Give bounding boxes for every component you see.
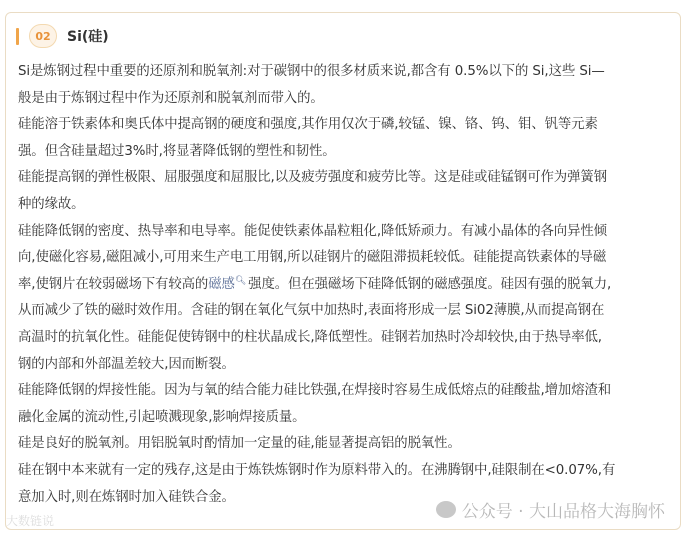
text-span: 强度。但在强磁场下硅降低钢的磁感强度。硅因有强的脱氧力, [248,276,612,292]
text-line: 高温时的抗氧化性。硅能促使铸钢中的柱状晶成长,降低塑性。硅钢若加热时冷却较快,由于热导率低, [18,329,602,345]
text-line: 强。但含硅量超过3%时,将显著降低钢的塑性和韧性。 [18,143,336,159]
text-line: 硅能溶于铁素体和奥氏体中提高钢的硬度和强度,其作用仅次于磷,较锰、镍、铬、钨、钼、钒等元素 [18,117,598,133]
text-line [18,272,678,299]
search-link-magnetic-induction[interactable]: 磁感 [208,276,235,292]
article-body [18,59,678,511]
text-line: 钢的内部和外部温差较大,因而断裂。 [18,356,235,372]
text-line: 硅在钢中本来就有一定的残存,这是由于炼铁炼钢时作为原料带入的。在沸腾钢中,硅限制在<0.07%,有 [18,462,616,478]
text-line: 从而减少了铁的磁时效作用。含硅的钢在氧化气氛中加热时,表面将形成一层 Si02薄膜,从而提高钢在 [18,303,605,319]
text-line: 意加入时,则在炼钢时加入硅铁合金。 [18,489,235,505]
section-title: Si(硅) [67,29,109,45]
search-icon[interactable]: 🔍︎ [234,275,247,286]
wechat-watermark [436,497,665,522]
watermark-text: 公众号 · 大山品格大海胸怀 [461,502,665,522]
text-line: Si是炼钢过程中重要的还原剂和脱氧剂:对于碳钢中的很多材质来说,都含有 0.5%以下的 Si,这些 Si— [18,64,605,79]
accent-bar [16,28,19,45]
section-header [16,24,109,48]
corner-watermark: 大数链说 [6,514,55,528]
text-line: 硅是良好的脱氧剂。用铝脱氧时酌情加一定量的硅,能显著提高铝的脱氧性。 [18,436,461,452]
text-line: 般是由于炼钢过程中作为还原剂和脱氧剂而带入的。 [18,90,324,106]
text-line: 硅能提高钢的弹性极限、屈服强度和屈服比,以及疲劳强度和疲劳比等。这是硅或硅锰钢可作为弹簧钢 [18,170,607,186]
text-line: 硅能降低钢的焊接性能。因为与氧的结合能力硅比铁强,在焊接时容易生成低熔点的硅酸盐,增加熔渣和 [18,383,612,399]
text-line: 融化金属的流动性,引起喷溅现象,影响焊接质量。 [18,409,306,425]
section-number-badge: 02 [29,24,57,48]
text-line: 种的缘故。 [18,196,85,212]
text-line: 硅能降低钢的密度、热导率和电导率。能促使铁素体晶粒粗化,降低矫顽力。有减小晶体的各向异性倾 [18,223,607,239]
wechat-icon [436,501,456,518]
text-line: 向,使磁化容易,磁阻减小,可用来生产电工用钢,所以硅钢片的磁阻滞损耗较低。硅能提高铁素体的导磁 [18,250,607,266]
text-span: 率,使钢片在较弱磁场下有较高的 [18,276,209,292]
